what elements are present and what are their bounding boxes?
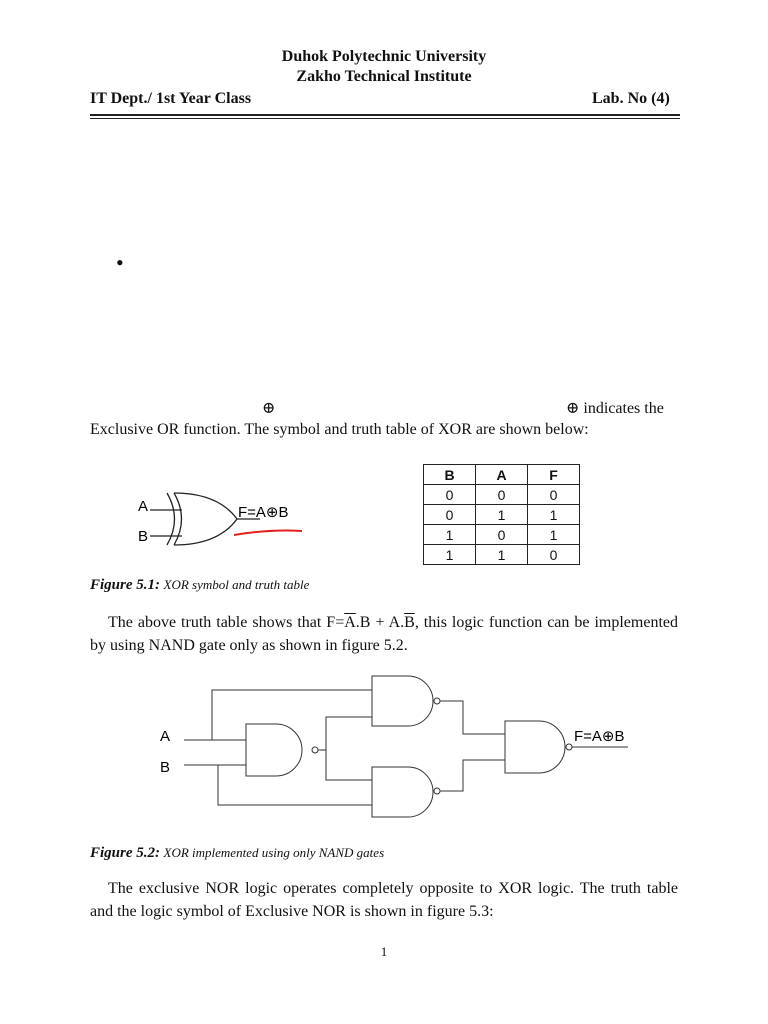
para2-part-c: , this logic function can be implemented by using NAND gate only as shown in figure 5.2.	[90, 614, 678, 654]
para2-part-b: .B + A.	[355, 614, 405, 631]
header-rule-thin	[90, 118, 680, 119]
b-bar: $\overline{B}$	[404, 614, 415, 631]
university-name: Duhok Polytechnic University	[281, 48, 487, 65]
table-cell: 1	[476, 505, 528, 525]
nand-xor-circuit-diagram	[150, 668, 640, 818]
table-cell: 0	[424, 485, 476, 505]
table-row	[424, 505, 580, 525]
table-header-row	[424, 465, 580, 485]
table-cell: 0	[476, 485, 528, 505]
table-row	[424, 525, 580, 545]
xor-gate-diagram	[130, 485, 320, 555]
table-cell: 1	[424, 545, 476, 565]
figure-5-2-caption	[90, 845, 384, 862]
table-cell: 1	[476, 545, 528, 565]
table-cell: 1	[424, 525, 476, 545]
xor-operator-symbol: ⊕	[262, 400, 276, 417]
page-number: 1	[380, 944, 388, 959]
caption-label: Figure 5.2:	[90, 845, 161, 861]
xor-output-label: F=A⊕B	[238, 504, 289, 521]
bullet-point: •	[116, 250, 124, 275]
para1-line2: Exclusive OR function. The symbol and truth table of XOR are shown below:	[90, 421, 589, 438]
a-bar: $\overline{A}$	[344, 614, 356, 631]
table-cell: 0	[528, 545, 580, 565]
nand-output-label: F=A⊕B	[574, 728, 625, 745]
nand-input-b-label: B	[160, 759, 171, 776]
table-cell: 0	[424, 505, 476, 525]
table-row	[424, 545, 580, 565]
lab-number: Lab. No (4)	[592, 90, 670, 107]
paragraph-truth-table-explanation	[90, 611, 678, 657]
table-header-cell: F	[528, 465, 580, 485]
institute-name: Zakho Technical Institute	[296, 68, 472, 85]
caption-label: Figure 5.1:	[90, 577, 161, 593]
xor-truth-table	[423, 464, 580, 565]
figure-5-1-caption	[90, 577, 309, 594]
department-label: IT Dept./ 1st Year Class	[90, 90, 252, 107]
table-row	[424, 485, 580, 505]
xor-input-b-label: B	[138, 528, 149, 545]
paragraph-xnor-intro: The exclusive NOR logic operates completely opposite to XOR logic. The truth table and the logic symbol of Exclusive NOR is shown in figure 5.3:	[90, 880, 678, 920]
xor-input-a-label: A	[138, 498, 149, 515]
nand-input-a-label: A	[160, 728, 171, 745]
header-rule	[90, 114, 680, 116]
table-cell: 1	[528, 505, 580, 525]
table-cell: 0	[476, 525, 528, 545]
table-cell: 1	[528, 525, 580, 545]
table-header-cell: A	[476, 465, 528, 485]
caption-text: XOR symbol and truth table	[163, 577, 310, 592]
para1-line1-end: ⊕ indicates the	[566, 400, 664, 417]
caption-text: XOR implemented using only NAND gates	[163, 845, 385, 860]
red-underline-mark	[234, 531, 302, 536]
para2-part-a: The above truth table shows that F=	[108, 614, 345, 631]
table-header-cell: B	[424, 465, 476, 485]
table-cell: 0	[528, 485, 580, 505]
